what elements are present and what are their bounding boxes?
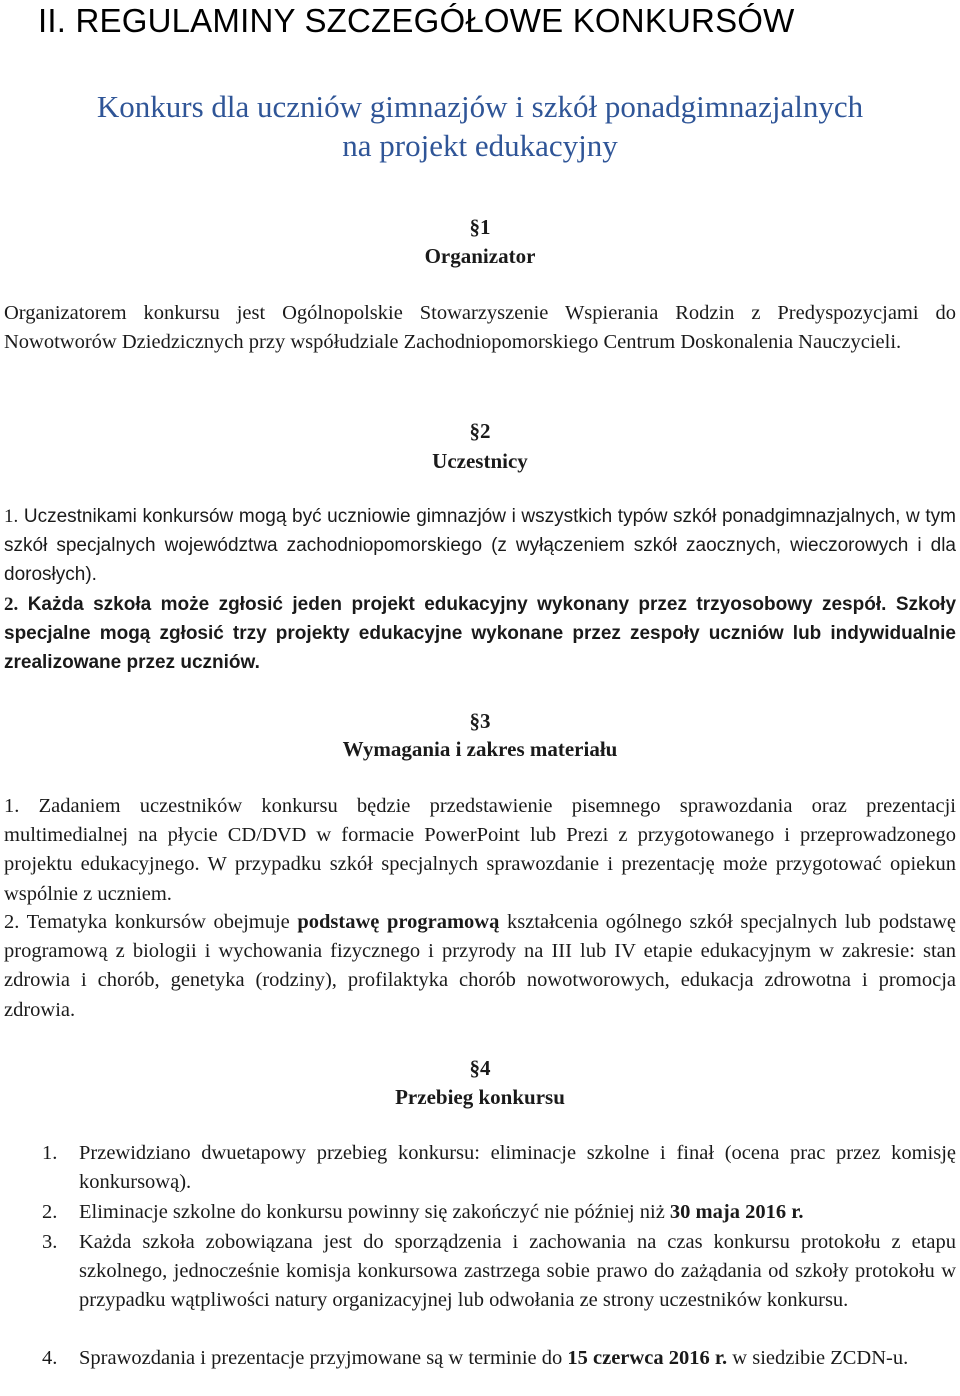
section-1-paragraph: Organizatorem konkursu jest Ogólnopolskie Stowarzyszenie Wspierania Rodzin z Predyspozycjami do Nowotworów Dziedzicznych przy współudziale Zachodniopomorskiego Centrum Doskonalenia Nauczycieli. <box>4 302 956 354</box>
section-2-point-2-text-cont: Szkoły specjalne mogą zgłosić trzy projekty edukacyjne wykonane przez zespoły uczniów lub indywidualnie zrealizowane przez uczniów. <box>4 594 957 674</box>
main-title: II. REGULAMINY SZCZEGÓŁOWE KONKURSÓW <box>38 2 795 39</box>
section-3-point-2-text-b: kształcenia ogólnego szkół specjalnych lub podstawę programową z biologii i wychowania fizycznego i przyrody na III lub IV etapie edukacyjnym w zakresie: stan zdrowia i chorób, genetyka (rodziny), profilaktyka chorób nowotworowych, edukacja zdrowotna i promocja zdrowia. <box>4 911 957 1021</box>
section-3-point-1-number: 1. <box>4 795 20 817</box>
section-4-number: §4 <box>469 1056 491 1080</box>
section-2-point-2-text: Każda szkoła może zgłosić jeden projekt edukacyjny wykonany przez trzyosobowy zespół. <box>27 594 887 615</box>
section-4-item-4 <box>42 1344 956 1373</box>
section-4-item-2-text: Eliminacje szkolne do konkursu powinny się zakończyć nie później niż <box>79 1201 670 1223</box>
section-1-title: Organizator <box>424 244 536 268</box>
section-2-point-1 <box>4 502 956 590</box>
section-3-point-2 <box>4 908 956 1025</box>
section-4-item-2-number: 2. <box>42 1201 58 1223</box>
section-3-point-2-number: 2. <box>4 911 20 933</box>
section-2-point-1-text: Uczestnikami konkursów mogą być uczniowie gimnazjów i wszystkich typów szkół ponadgimnazjalnych, w tym szkół specjalnych województwa zachodniopomorskiego (z wyłączeniem szkół zaocznych, wieczorowych i dla dorosłych). <box>4 506 956 586</box>
section-2-number: §2 <box>469 419 491 443</box>
section-4-item-1-text: Przewidziano dwuetapowy przebieg konkursu: eliminacje szkolne i finał (ocena prac przez komisję konkursową). <box>79 1142 956 1194</box>
section-2-title: Uczestnicy <box>432 449 528 473</box>
section-4-item-3-text: Każda szkoła zobowiązana jest do sporządzenia i zachowania na czas konkursu protokołu z etapu szkolnego, jednocześnie komisja konkursowa zastrzega sobie prawo do zażądania od szkoły protokołu w przypadku wątpliwości natury organizacyjnej lub odwołania ze strony uczestników konkursu. <box>79 1231 956 1312</box>
section-4-item-4-text-end: w siedzibie ZCDN-u. <box>727 1347 909 1369</box>
section-3-point-1-text: Zadaniem uczestników konkursu będzie przedstawienie pisemnego sprawozdania oraz prezentacji multimedialnej na płycie CD/DVD w formacie PowerPoint lub Prezi z przygotowanego i przeprowadzonego projektu edukacyjnego. W przypadku szkół specjalnych sprawozdanie i prezentację może przygotować opiekun wspólnie z uczniem. <box>4 795 956 905</box>
section-3-number: §3 <box>469 709 491 733</box>
section-4-item-2-content <box>42 1198 956 1227</box>
section-4-title: Przebieg konkursu <box>395 1085 565 1109</box>
section-4-item-1-number: 1. <box>42 1142 58 1164</box>
section-4-item-3-number: 3. <box>42 1231 58 1253</box>
section-4-item-1 <box>42 1139 956 1197</box>
section-3-point-2-text-a: Tematyka konkursów obejmuje <box>26 911 298 933</box>
section-3-point-1 <box>4 792 956 909</box>
section-4-item-4-content <box>42 1344 956 1373</box>
section-1-number: §1 <box>469 215 491 239</box>
section-4-item-4-date: 15 czerwca 2016 r. <box>567 1347 728 1369</box>
contest-title-line-2: na projekt edukacyjny <box>342 128 618 163</box>
section-3-title: Wymagania i zakres materiału <box>342 737 618 761</box>
section-4-item-2-date: 30 maja 2016 r. <box>669 1201 804 1223</box>
section-2-point-1-number: 1. <box>4 506 19 527</box>
section-4-item-4-number: 4. <box>42 1347 58 1369</box>
section-2-point-2-number: 2. <box>4 594 19 615</box>
contest-title-line-1: Konkurs dla uczniów gimnazjów i szkół ponadgimnazjalnych <box>96 89 864 124</box>
section-4-item-3 <box>42 1228 956 1316</box>
section-4-item-4-text: Sprawozdania i prezentacje przyjmowane są w terminie do <box>79 1347 568 1369</box>
section-3-point-2-bold: podstawę programową <box>297 911 500 933</box>
section-4-item-2 <box>42 1198 956 1227</box>
section-2-point-2 <box>4 590 956 678</box>
